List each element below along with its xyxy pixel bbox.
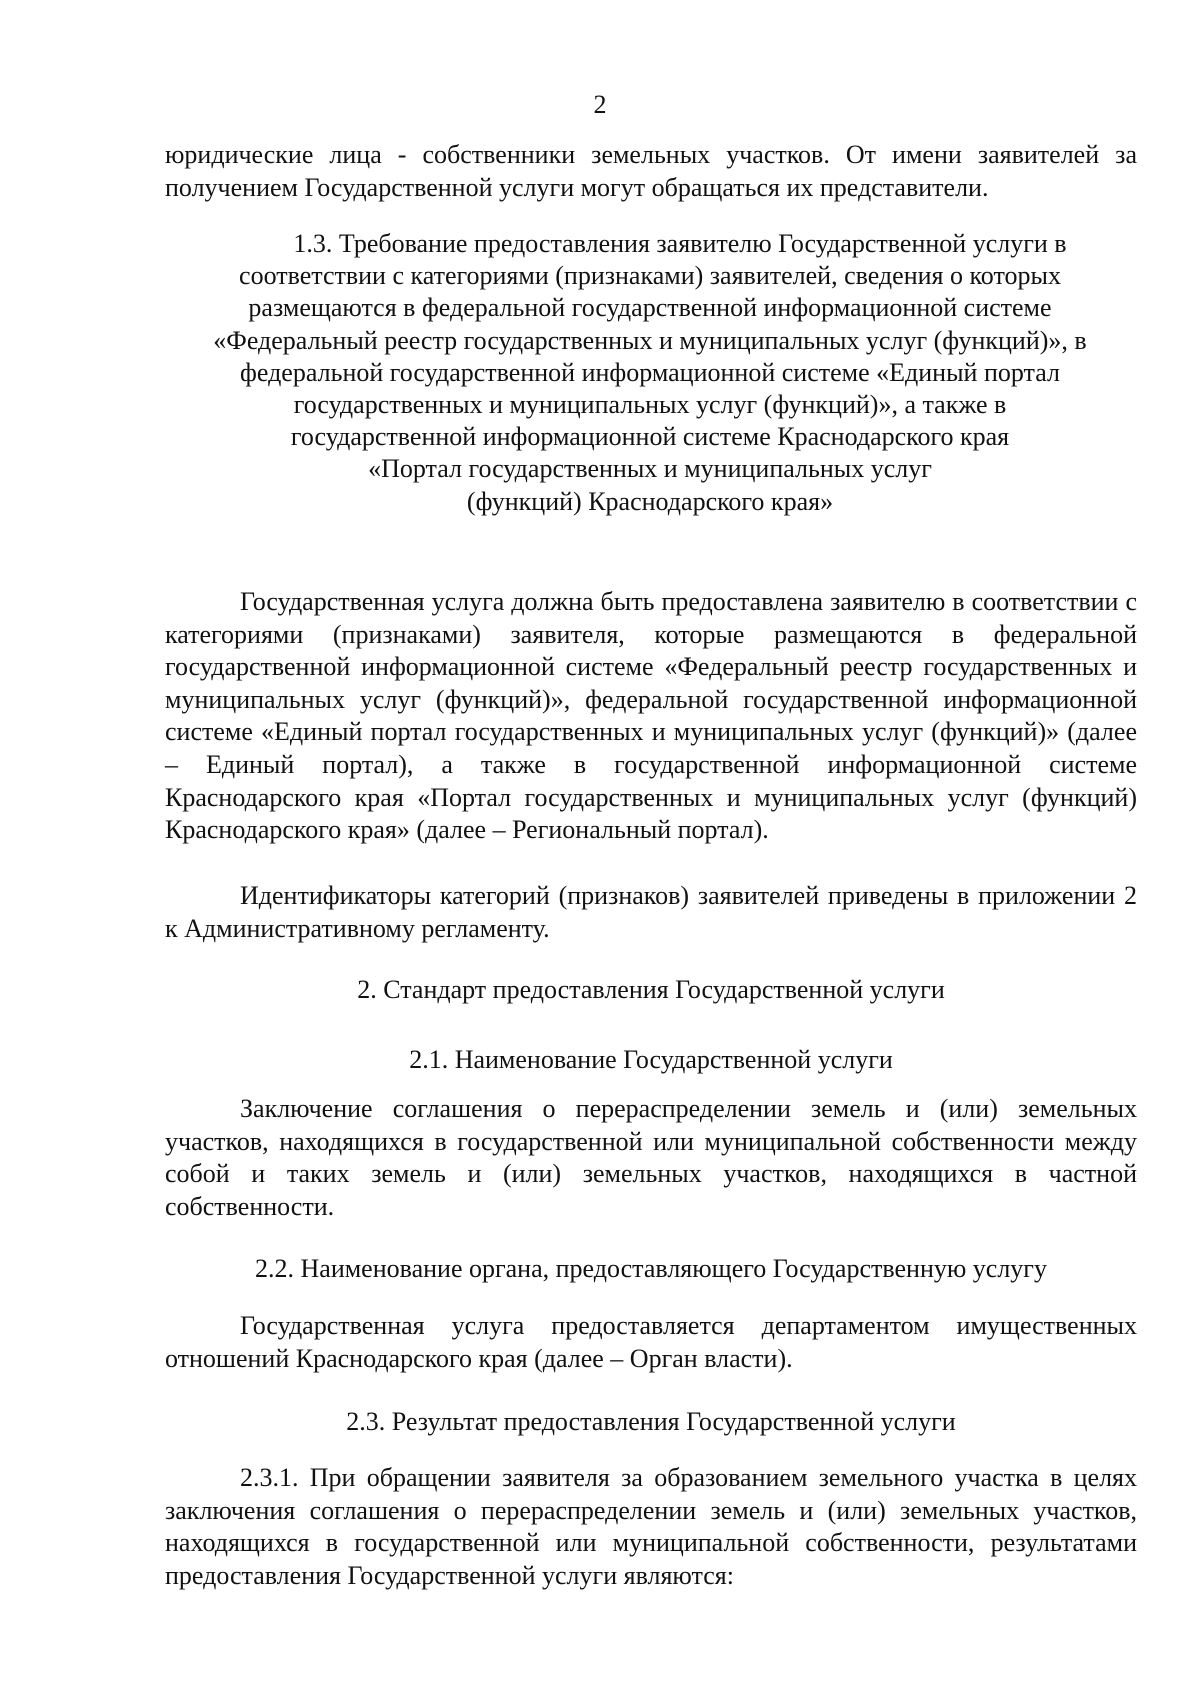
section-2-2-paragraph: Государственная услуга предоставляется департаментом имущественных отношений Краснодарского края (далее – Орган власти). xyxy=(165,1311,1137,1373)
heading-line: федеральной государственной информационной системе «Единый портал xyxy=(240,357,1060,387)
page-number: 2 xyxy=(593,90,607,119)
section-2-2-heading: 2.2. Наименование органа, предоставляющего Государственную услугу xyxy=(255,1254,1047,1283)
section-1-3-heading xyxy=(140,228,1160,518)
heading-line: размещаются в федеральной государственной информационной системе xyxy=(248,293,1052,323)
section-2-1-heading: 2.1. Наименование Государственной услуги xyxy=(409,1045,893,1074)
heading-line: государственной информационной системе Краснодарского края xyxy=(290,422,1010,452)
heading-line: государственных и муниципальных услуг (функций)», а также в xyxy=(293,390,1007,420)
section-2-heading: 2. Стандарт предоставления Государственной услуги xyxy=(357,975,945,1004)
heading-line: (функций) Краснодарского края» xyxy=(466,486,834,516)
section-2-3-heading: 2.3. Результат предоставления Государственной услуги xyxy=(346,1407,956,1436)
heading-line: 1.3. Требование предоставления заявителю Государственной услуги в xyxy=(293,229,1067,258)
section-1-3-paragraph-1: Государственная услуга должна быть предоставлена заявителю в соответствии с категориями (признаками) заявителя, которые размещаются в федеральной государственной информационной системе «Федеральный реестр государственных и муниципальных услуг (функций)», федеральной государственной информационной системе «Единый портал государственных и муниципальных услуг (функций)» (далее – Единый портал), а также в государственной информационной системе Краснодарского края «Портал государственных и муниципальных услуг (функций) Краснодарского края» (далее – Региональный портал). xyxy=(165,587,1137,845)
heading-line: «Федеральный реестр государственных и муниципальных услуг (функций)», в xyxy=(213,325,1087,355)
heading-line: соответствии с категориями (признаками) заявителей, сведения о которых xyxy=(239,261,1061,291)
intro-paragraph: юридические лица - собственники земельных участков. От имени заявителей за получением Государственной услуги могут обращаться их представители. xyxy=(165,140,1137,202)
section-1-3-paragraph-2: Идентификаторы категорий (признаков) заявителей приведены в приложении 2 к Административному регламенту. xyxy=(165,881,1137,943)
section-2-1-paragraph: Заключение соглашения о перераспределении земель и (или) земельных участков, находящихся в государственной или муниципальной собственности между собой и таких земель и (или) земельных участков, находящихся в частной собственности. xyxy=(165,1094,1137,1221)
section-2-3-paragraph: 2.3.1. При обращении заявителя за образованием земельного участка в целях заключения соглашения о перераспределении земель и (или) земельных участков, находящихся в государственной или муниципальной собственности, результатами предоставления Государственной услуги являются: xyxy=(165,1463,1137,1590)
heading-line: «Портал государственных и муниципальных услуг xyxy=(368,454,932,484)
